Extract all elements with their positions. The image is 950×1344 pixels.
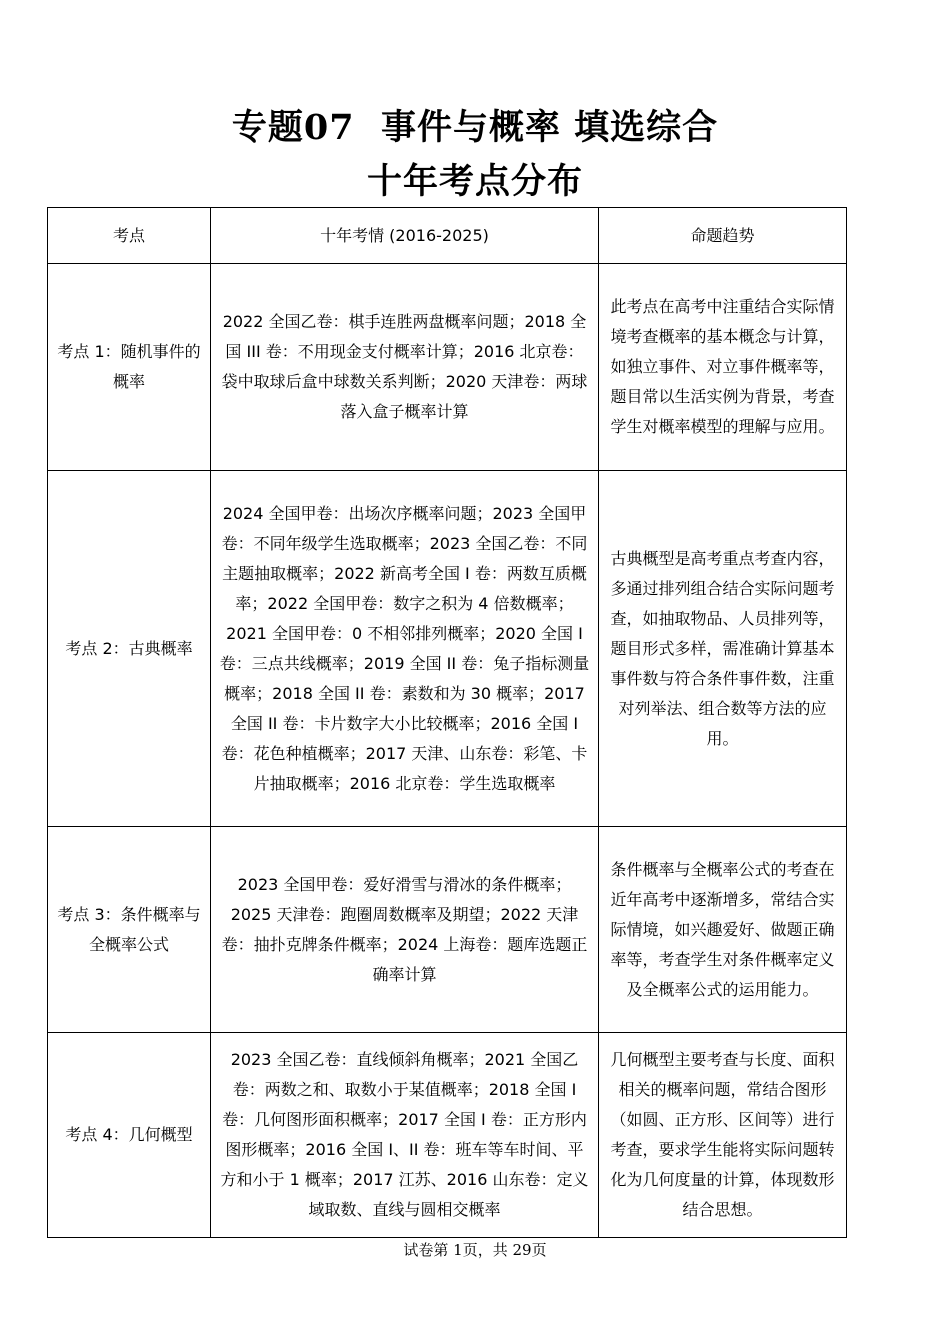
table-header-row <box>48 208 847 264</box>
topic-cell: 考点 3：条件概率与全概率公式 <box>48 827 211 1033</box>
title-number: 07 <box>303 107 355 148</box>
trend-cell: 此考点在高考中注重结合实际情境考查概率的基本概念与计算，如独立事件、对立事件概率等，题目常以生活实例为背景，考查学生对概率模型的理解与应用。 <box>599 264 847 471</box>
page-footer: 试卷第 1页，共 29页 <box>403 1241 547 1259</box>
table-row <box>48 827 847 1033</box>
column-header-history: 十年考情 (2016-2025) <box>211 208 599 264</box>
page-subtitle: 十年考点分布 <box>366 162 583 202</box>
history-cell: 2022 全国乙卷：棋手连胜两盘概率问题；2018 全国 III 卷：不用现金支付概率计算；2016 北京卷：袋中取球后盒中球数关系判断；2020 天津卷：两球落入盒子概率计算 <box>211 264 599 471</box>
trend-cell: 古典概型是高考重点考查内容，多通过排列组合结合实际问题考查，如抽取物品、人员排列等，题目形式多样，需准确计算基本事件数与符合条件事件数，注重对列举法、组合数等方法的应用。 <box>599 471 847 827</box>
table-row <box>48 264 847 471</box>
exam-topic-table <box>47 207 847 1238</box>
history-cell: 2023 全国甲卷：爱好滑雪与滑冰的条件概率；2025 天津卷：跑圈周数概率及期望；2022 天津卷：抽扑克牌条件概率；2024 上海卷：题库选题正确率计算 <box>211 827 599 1033</box>
history-cell: 2024 全国甲卷：出场次序概率问题；2023 全国甲卷：不同年级学生选取概率；2023 全国乙卷：不同主题抽取概率；2022 新高考全国 Ⅰ 卷：两数互质概率；2022 全国甲卷：数字之积为 4 倍数概率；2021 全国甲卷：0 不相邻排列概率；2020 全国 I 卷：三点共线概率；2019 全国 II 卷：兔子指标测量概率；2018 全国 II 卷：素数和为 30 概率；2017 全国 II 卷：卡片数字大小比较概率；2016 全国 I 卷：花色种植概率；2017 天津、山东卷：彩笔、卡片抽取概率；2016 北京卷：学生选取概率 <box>211 471 599 827</box>
topic-cell: 考点 2：古典概率 <box>48 471 211 827</box>
history-cell: 2023 全国乙卷：直线倾斜角概率；2021 全国乙卷：两数之和、取数小于某值概率；2018 全国 I 卷：几何图形面积概率；2017 全国 I 卷：正方形内图形概率；2016 全国 I、II 卷：班车等车时间、平方和小于 1 概率；2017 江苏、2016 山东卷：定义域取数、直线与圆相交概率 <box>211 1033 599 1238</box>
column-header-trend: 命题趋势 <box>599 208 847 264</box>
column-header-topic: 考点 <box>48 208 211 264</box>
title-prefix: 专题 <box>231 108 304 148</box>
trend-cell: 条件概率与全概率公式的考查在近年高考中逐渐增多，常结合实际情境，如兴趣爱好、做题正确率等，考查学生对条件概率定义及全概率公式的运用能力。 <box>599 827 847 1033</box>
trend-cell: 几何概型主要考查与长度、面积相关的概率问题，常结合图形（如圆、正方形、区间等）进行考查，要求学生能将实际问题转化为几何度量的计算，体现数形结合思想。 <box>599 1033 847 1238</box>
topic-cell: 考点 4：几何概型 <box>48 1033 211 1238</box>
table-row <box>48 471 847 827</box>
title-suffix: 事件与概率 填选综合 <box>380 108 719 148</box>
table-row <box>48 1033 847 1238</box>
page-title <box>0 106 950 150</box>
topic-cell: 考点 1：随机事件的概率 <box>48 264 211 471</box>
